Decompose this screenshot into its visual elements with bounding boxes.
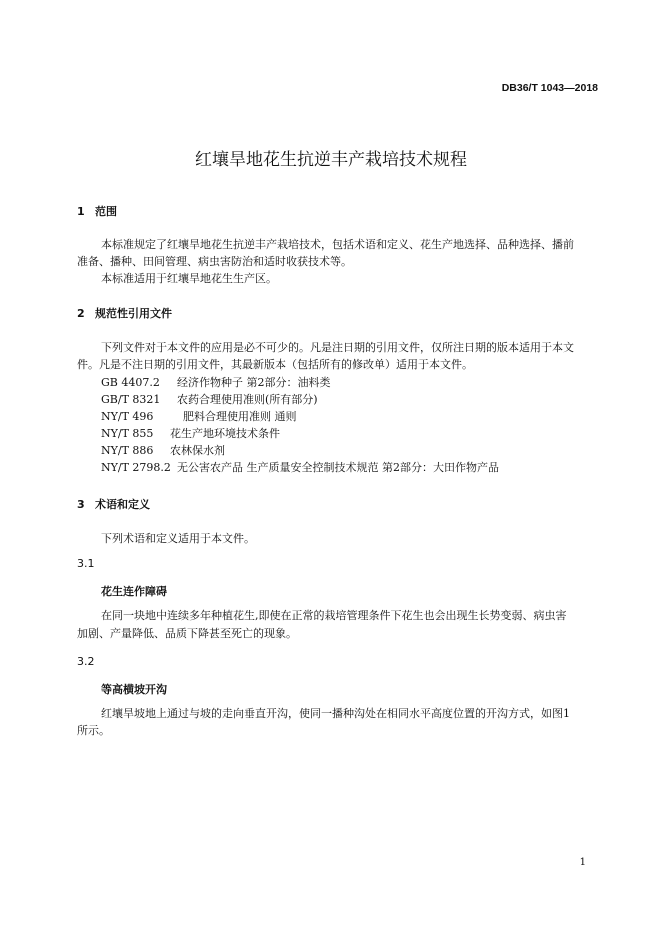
section-3-heading bbox=[77, 496, 150, 512]
reference-item bbox=[101, 374, 331, 390]
standard-code: DB36/T 1043—2018 bbox=[501, 82, 598, 94]
section-title: 规范性引用文件 bbox=[95, 307, 172, 320]
section-number: 1 bbox=[77, 205, 85, 218]
reference-title: 无公害农产品 生产质量安全控制技术规范 第2部分：大田作物产品 bbox=[177, 461, 499, 474]
subsection-number: 3.2 bbox=[77, 655, 95, 668]
section-1-heading bbox=[77, 203, 117, 219]
section-2-heading bbox=[77, 305, 172, 321]
reference-title: 花生产地环境技术条件 bbox=[170, 427, 280, 440]
term-definition-line-2: 所示。 bbox=[77, 724, 110, 737]
references-paragraph-line-2: 件。凡是不注日期的引用文件，其最新版本（包括所有的修改单）适用于本文件。 bbox=[77, 358, 473, 371]
section-number: 2 bbox=[77, 307, 85, 320]
reference-item bbox=[101, 391, 318, 407]
term-title: 花生连作障碍 bbox=[101, 585, 167, 598]
reference-code: NY/T 886 bbox=[101, 444, 154, 457]
reference-item bbox=[101, 442, 225, 458]
reference-item bbox=[101, 425, 280, 441]
reference-title: 农林保水剂 bbox=[170, 444, 225, 457]
terms-intro: 下列术语和定义适用于本文件。 bbox=[101, 532, 255, 545]
document-title: 红壤旱地花生抗逆丰产栽培技术规程 bbox=[195, 150, 467, 170]
subsection-number: 3.1 bbox=[77, 557, 95, 570]
reference-code: GB/T 8321 bbox=[101, 393, 161, 406]
reference-item bbox=[101, 459, 499, 475]
term-definition-line-1: 红壤旱坡地上通过与坡的走向垂直开沟，使同一播种沟处在相同水平高度位置的开沟方式，如图1 bbox=[101, 707, 570, 720]
reference-title: 农药合理使用准则(所有部分) bbox=[177, 393, 318, 406]
section-number: 3 bbox=[77, 498, 85, 511]
scope-paragraph-line-2: 准备、播种、田间管理、病虫害防治和适时收获技术等。 bbox=[77, 255, 352, 268]
reference-code: NY/T 496 bbox=[101, 410, 154, 423]
reference-title: 肥料合理使用准则 通则 bbox=[183, 410, 297, 423]
term-definition-line-1: 在同一块地中连续多年种植花生,即使在正常的栽培管理条件下花生也会出现生长势变弱、病虫害 bbox=[101, 609, 567, 622]
term-title: 等高横坡开沟 bbox=[101, 683, 167, 696]
section-title: 范围 bbox=[95, 205, 117, 218]
reference-code: NY/T 855 bbox=[101, 427, 154, 440]
reference-item bbox=[101, 408, 297, 424]
section-title: 术语和定义 bbox=[95, 498, 150, 511]
reference-title: 经济作物种子 第2部分：油料类 bbox=[177, 376, 331, 389]
scope-paragraph-line-1: 本标准规定了红壤旱地花生抗逆丰产栽培技术，包括术语和定义、花生产地选择、品种选择、播前 bbox=[101, 238, 574, 251]
reference-code: NY/T 2798.2 bbox=[101, 461, 171, 474]
term-definition-line-2: 加剧、产量降低、品质下降甚至死亡的现象。 bbox=[77, 627, 297, 640]
references-paragraph-line-1: 下列文件对于本文件的应用是必不可少的。凡是注日期的引用文件，仅所注日期的版本适用于本文 bbox=[101, 341, 574, 354]
reference-code: GB 4407.2 bbox=[101, 376, 160, 389]
scope-applicability: 本标准适用于红壤旱地花生生产区。 bbox=[101, 272, 277, 285]
page-number: 1 bbox=[579, 857, 586, 868]
